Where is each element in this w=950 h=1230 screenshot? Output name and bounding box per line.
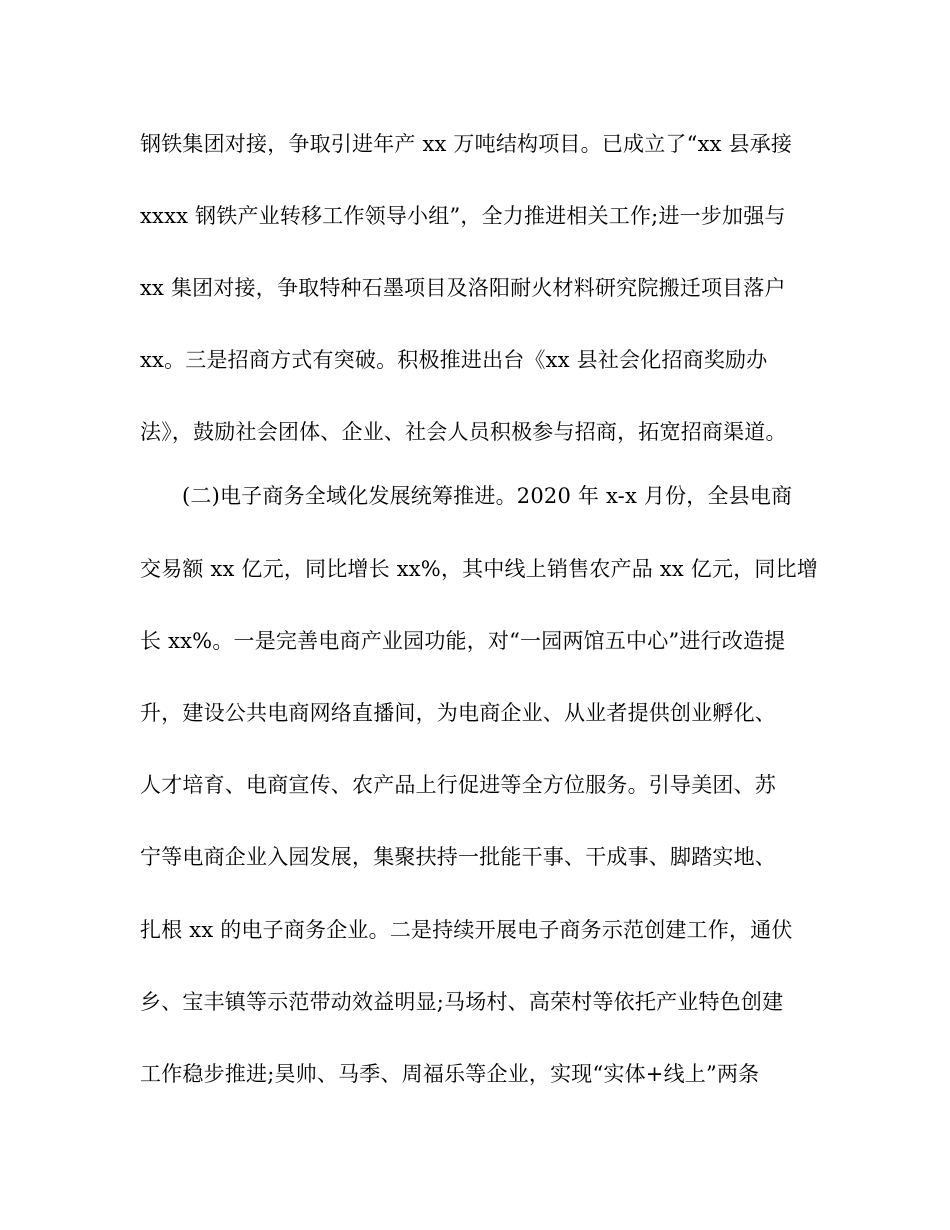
paragraph-line: 钢铁集团对接，争取引进年产 xx 万吨结构项目。已成立了“xx 县承接 [140,132,793,156]
paragraph-line: xx。三是招商方式有突破。积极推进出台《xx 县社会化招商奖励办 [140,348,768,372]
paragraph-line: xxxx 钢铁产业转移工作领导小组”，全力推进相关工作;进一步加强与 [140,204,786,228]
paragraph-line: 乡、宝丰镇等示范带动效益明显;马场村、高荣村等依托产业特色创建 [140,990,784,1014]
paragraph-line: 升，建设公共电商网络直播间，为电商企业、从业者提供创业孵化、 [140,701,776,725]
paragraph-line: 宁等电商企业入园发展，集聚扶持一批能干事、干成事、脚踏实地、 [140,845,776,869]
paragraph-line: 人才培育、电商宣传、农产品上行促进等全方位服务。引导美团、苏 [140,773,776,797]
paragraph-line: 法》，鼓励社会团体、企业、社会人员积极参与招商，拓宽招商渠道。 [140,420,787,444]
paragraph-line: xx 集团对接，争取特种石墨项目及洛阳耐火材料研究院搬迁项目落户 [140,276,786,300]
paragraph-line: 工作稳步推进;昊帅、马季、周福乐等企业，实现“实体+线上”两条 [140,1062,760,1086]
section-heading-line: (二)电子商务全域化发展统筹推进。2020 年 x-x 月份，全县电商 [182,484,793,508]
paragraph-line: 扎根 xx 的电子商务企业。二是持续开展电子商务示范创建工作，通伏 [140,918,793,942]
paragraph-line: 长 xx%。一是完善电商产业园功能，对“一园两馆五中心”进行改造提 [140,629,786,653]
paragraph-line: 交易额 xx 亿元，同比增长 xx%，其中线上销售农产品 xx 亿元，同比增 [140,557,818,581]
